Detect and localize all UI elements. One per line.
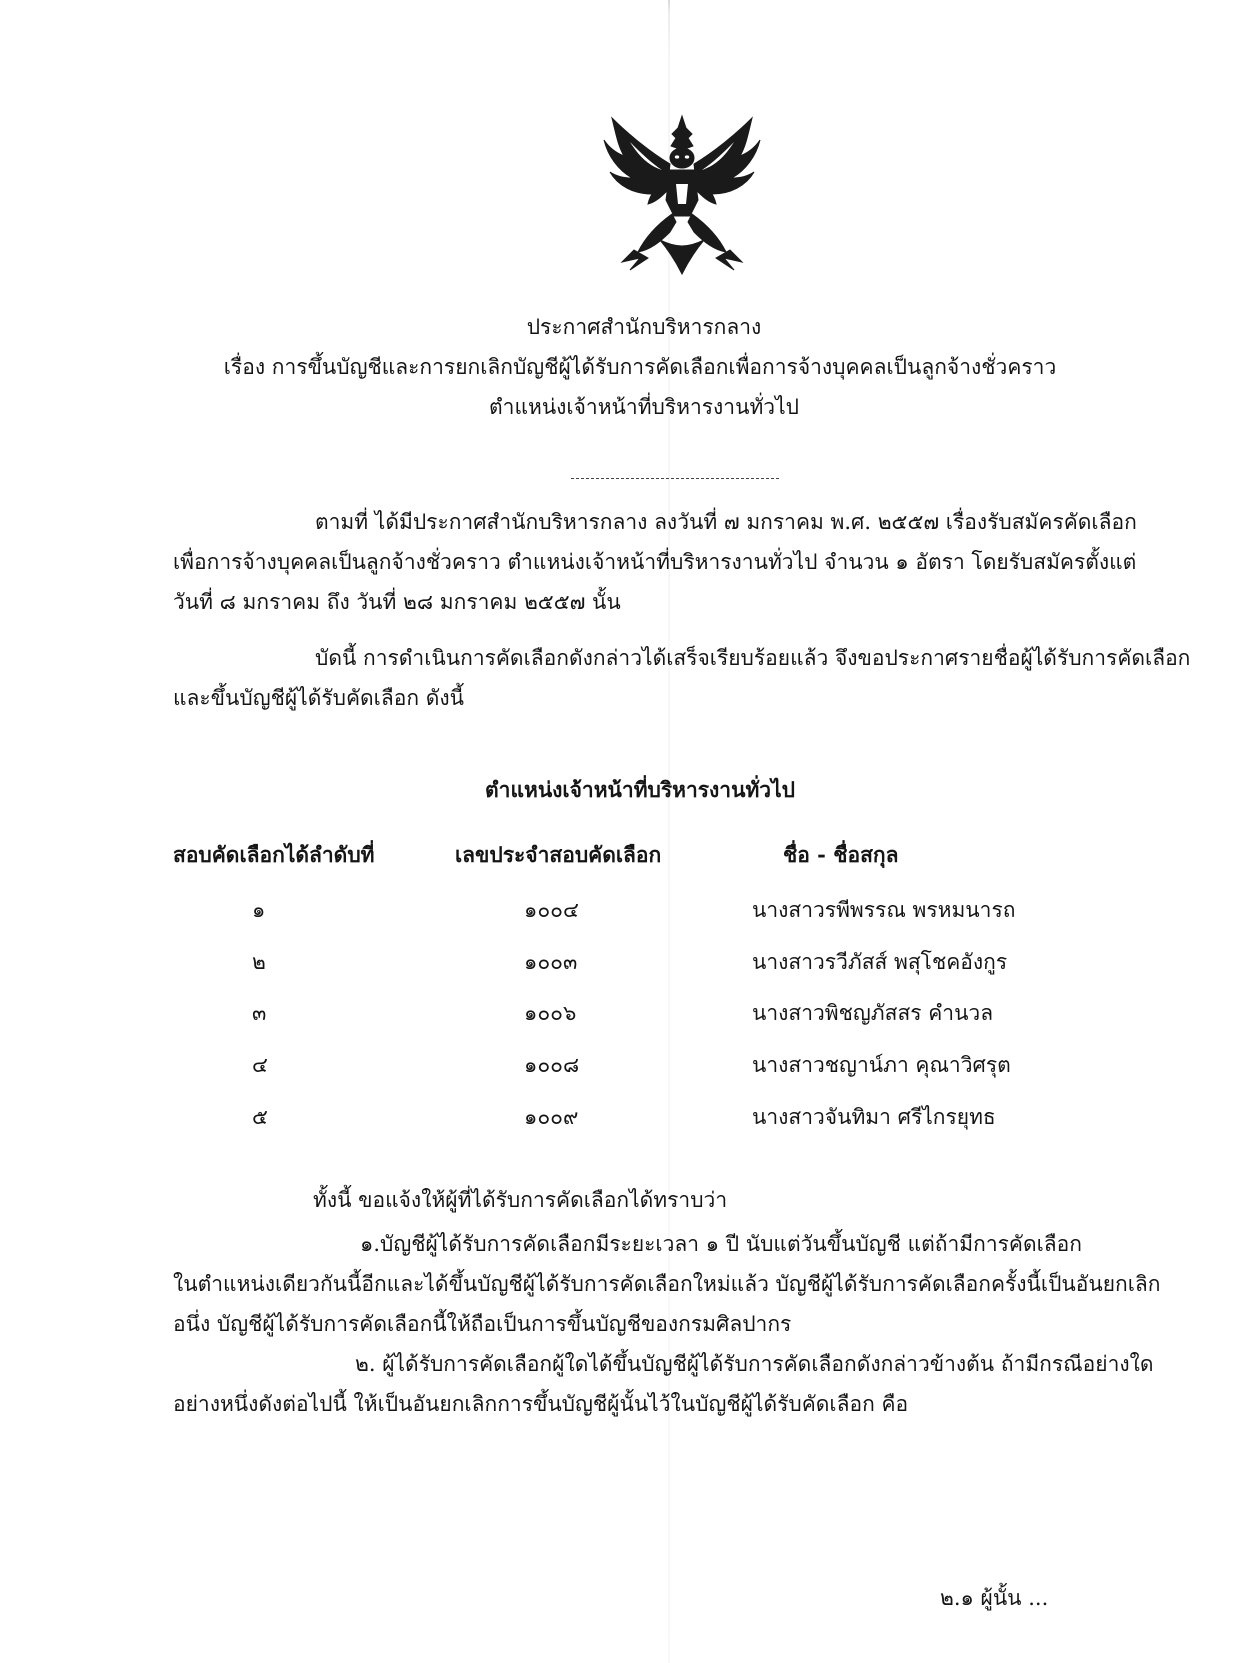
paragraph-1-line-2: เพื่อการจ้างบุคคลเป็นลูกจ้างชั่วคราว ตำแหน่งเจ้าหน้าที่บริหารงานทั่วไป จำนวน ๑ อัตรา โดยรับสมัครตั้งแต่: [173, 550, 1137, 574]
table-cell-name: นางสาวรพีพรรณ พรหมนารถ: [752, 898, 1016, 922]
table-header-exam-id: เลขประจำสอบคัดเลือก: [455, 842, 662, 867]
table-cell-rank: ๕: [252, 1105, 268, 1129]
table-cell-rank: ๒: [252, 950, 266, 974]
table-cell-name: นางสาวชญาน์ภา คุณาวิศรุต: [752, 1053, 1011, 1077]
garuda-emblem-icon: [600, 112, 765, 277]
note-2-line-1: ๒. ผู้ได้รับการคัดเลือกผู้ใดได้ขึ้นบัญชีผู้ได้รับการคัดเลือกดังกล่าวข้างต้น ถ้ามีกรณีอย่างใด: [355, 1352, 1154, 1376]
table-cell-rank: ๓: [252, 1001, 267, 1025]
table-cell-name: นางสาวจันทิมา ศรีไกรยุทธ: [752, 1105, 996, 1129]
table-cell-exam-id: ๑๐๐๘: [524, 1053, 580, 1077]
paragraph-2-line-2: และขึ้นบัญชีผู้ได้รับคัดเลือก ดังนี้: [173, 686, 464, 710]
table-cell-rank: ๔: [252, 1053, 268, 1077]
table-cell-name: นางสาวรวีภัสส์ พสุโชคอังกูร: [752, 950, 1008, 974]
table-header-name: ชื่อ - ชื่อสกุล: [783, 842, 899, 867]
paragraph-2-line-1: บัดนี้ การดำเนินการคัดเลือกดังกล่าวได้เสร็จเรียบร้อยแล้ว จึงขอประกาศรายชื่อผู้ได้รับการคัดเลือก: [315, 646, 1191, 670]
paragraph-1-line-1: ตามที่ ได้มีประกาศสำนักบริหารกลาง ลงวันที่ ๗ มกราคม พ.ศ. ๒๕๕๗ เรื่องรับสมัครคัดเลือก: [315, 510, 1137, 534]
note-2-line-2: อย่างหนึ่งดังต่อไปนี้ ให้เป็นอันยกเลิกการขึ้นบัญชีผู้นั้นไว้ในบัญชีผู้ได้รับคัดเลือก คือ: [173, 1392, 909, 1416]
announcement-title: ประกาศสำนักบริหารกลาง: [526, 315, 762, 339]
page-continuation: ๒.๑ ผู้นั้น ...: [940, 1586, 1049, 1610]
header-divider: [571, 478, 779, 479]
table-cell-exam-id: ๑๐๐๓: [524, 950, 578, 974]
table-header-rank: สอบคัดเลือกได้ลำดับที่: [173, 842, 375, 867]
note-1-line-2: ในตำแหน่งเดียวกันนี้อีกและได้ขึ้นบัญชีผู้ได้รับการคัดเลือกใหม่แล้ว บัญชีผู้ได้รับการคัดเลือกครั้งนี้เป็นอันยกเลิก: [173, 1272, 1161, 1296]
table-cell-exam-id: ๑๐๐๖: [524, 1001, 577, 1025]
table-cell-exam-id: ๑๐๐๙: [524, 1105, 579, 1129]
announcement-position: ตำแหน่งเจ้าหน้าที่บริหารงานทั่วไป: [489, 395, 799, 419]
note-1-line-1: ๑.บัญชีผู้ได้รับการคัดเลือกมีระยะเวลา ๑ ปี นับแต่วันขึ้นบัญชี แต่ถ้ามีการคัดเลือก: [360, 1232, 1082, 1256]
table-cell-name: นางสาวพิชญภัสสร คำนวล: [752, 1001, 994, 1025]
table-cell-exam-id: ๑๐๐๔: [524, 898, 579, 922]
paragraph-1-line-3: วันที่ ๘ มกราคม ถึง วันที่ ๒๘ มกราคม ๒๕๕๗ นั้น: [173, 590, 621, 614]
note-1-line-3: อนึ่ง บัญชีผู้ได้รับการคัดเลือกนี้ให้ถือเป็นการขึ้นบัญชีของกรมศิลปากร: [173, 1312, 792, 1336]
table-cell-rank: ๑: [252, 898, 266, 922]
table-section-title: ตำแหน่งเจ้าหน้าที่บริหารงานทั่วไป: [485, 777, 795, 802]
notes-intro: ทั้งนี้ ขอแจ้งให้ผู้ที่ได้รับการคัดเลือกได้ทราบว่า: [313, 1188, 728, 1212]
announcement-subject: เรื่อง การขึ้นบัญชีและการยกเลิกบัญชีผู้ได้รับการคัดเลือกเพื่อการจ้างบุคคลเป็นลูกจ้างชั่วคราว: [223, 355, 1057, 379]
